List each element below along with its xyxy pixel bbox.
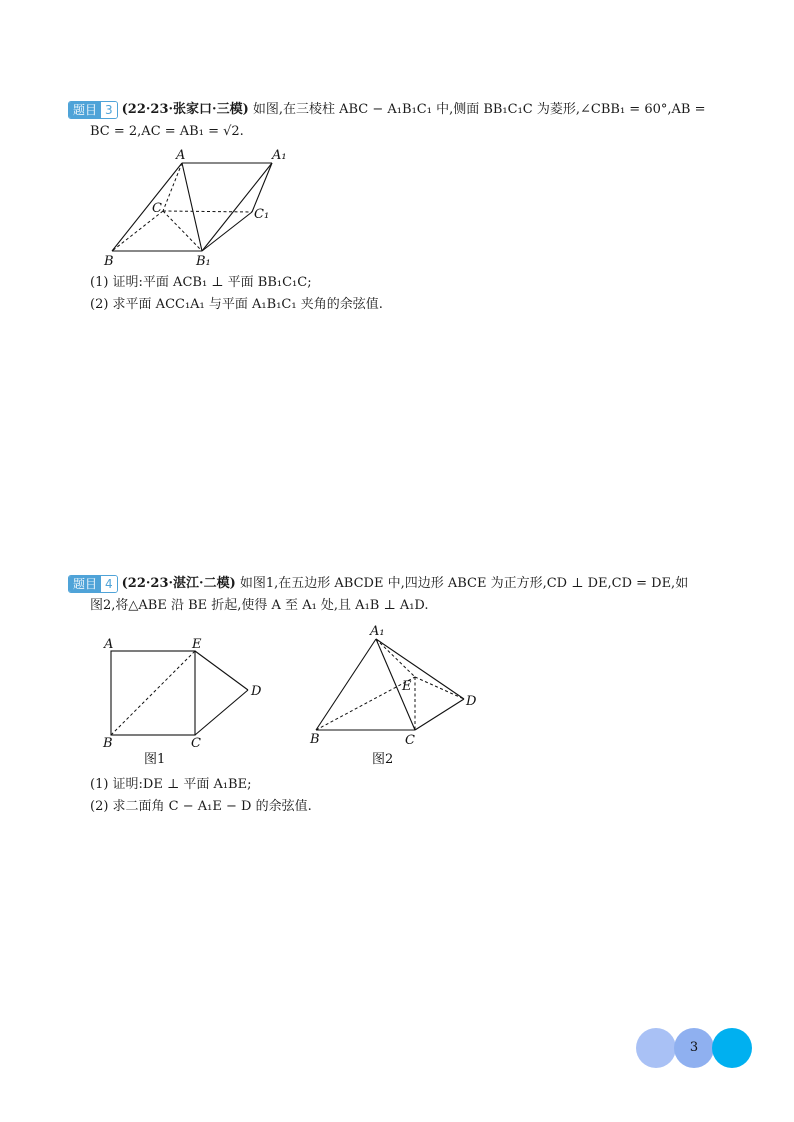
fig2-label-C: C bbox=[405, 733, 415, 748]
problem-4 bbox=[68, 573, 724, 617]
fig2-label-A1: A₁ bbox=[370, 624, 385, 639]
pyramid-figure-2 bbox=[306, 620, 486, 770]
fig1-label-D: D bbox=[251, 684, 262, 699]
fig1-label-A: A bbox=[104, 637, 114, 652]
label-B1: B₁ bbox=[196, 254, 211, 268]
label-C: C bbox=[152, 201, 162, 216]
page-number: 3 bbox=[689, 1040, 699, 1055]
page-number-badge bbox=[636, 1028, 752, 1068]
problem-4-question-1: (1) 证明:DE ⊥ 平面 A₁BE; bbox=[90, 777, 252, 792]
fig1-caption: 图1 bbox=[144, 752, 166, 767]
problem-3 bbox=[68, 99, 724, 143]
badge-circle-right bbox=[712, 1028, 752, 1068]
problem-4-text-1: 如图1,在五边形 ABCDE 中,四边形 ABCE 为正方形,CD ⊥ DE,CD = DE,如 bbox=[239, 576, 689, 591]
problem-3-tag: 题目 3 bbox=[68, 101, 118, 119]
fig2-label-B: B bbox=[310, 732, 320, 747]
problem-4-question-2: (2) 求二面角 C − A₁E − D 的余弦值. bbox=[90, 799, 312, 814]
problem-3-text-1: 如图,在三棱柱 ABC − A₁B₁C₁ 中,侧面 BB₁C₁C 为菱形,∠CBB₁ = 60°,AB = bbox=[252, 102, 706, 117]
problem-3-source: (22·23·张家口·三模) bbox=[121, 102, 249, 117]
fig1-label-E: E bbox=[192, 637, 202, 652]
prism-figure bbox=[100, 144, 300, 268]
problem-4-source: (22·23·湛江·二模) bbox=[121, 576, 236, 591]
pentagon-figure-1 bbox=[100, 632, 270, 770]
problem-3-questions bbox=[68, 272, 724, 316]
problem-4-statement-line1 bbox=[68, 573, 724, 595]
fig1-label-C: C bbox=[191, 736, 201, 751]
fig2-label-D: D bbox=[466, 694, 477, 709]
problem-3-text-2: BC = 2,AC = AB₁ = √2. bbox=[90, 124, 244, 139]
label-A: A bbox=[176, 148, 186, 163]
problem-4-text-2: 图2,将△ABE 沿 BE 折起,使得 A 至 A₁ 处,且 A₁B ⊥ A₁D. bbox=[90, 598, 429, 613]
fig2-caption: 图2 bbox=[372, 752, 394, 767]
problem-3-statement-line1 bbox=[68, 99, 724, 121]
badge-circle-left bbox=[636, 1028, 676, 1068]
fig1-label-B: B bbox=[103, 736, 113, 751]
fig2-label-E: E bbox=[402, 679, 412, 694]
problem-3-question-2: (2) 求平面 ACC₁A₁ 与平面 A₁B₁C₁ 夹角的余弦值. bbox=[90, 297, 383, 312]
label-B: B bbox=[104, 254, 114, 268]
problem-4-questions bbox=[68, 774, 724, 818]
label-C1: C₁ bbox=[254, 207, 270, 222]
label-A1: A₁ bbox=[272, 148, 287, 163]
problem-3-question-1: (1) 证明:平面 ACB₁ ⊥ 平面 BB₁C₁C; bbox=[90, 275, 312, 290]
problem-4-tag: 题目 4 bbox=[68, 575, 118, 593]
